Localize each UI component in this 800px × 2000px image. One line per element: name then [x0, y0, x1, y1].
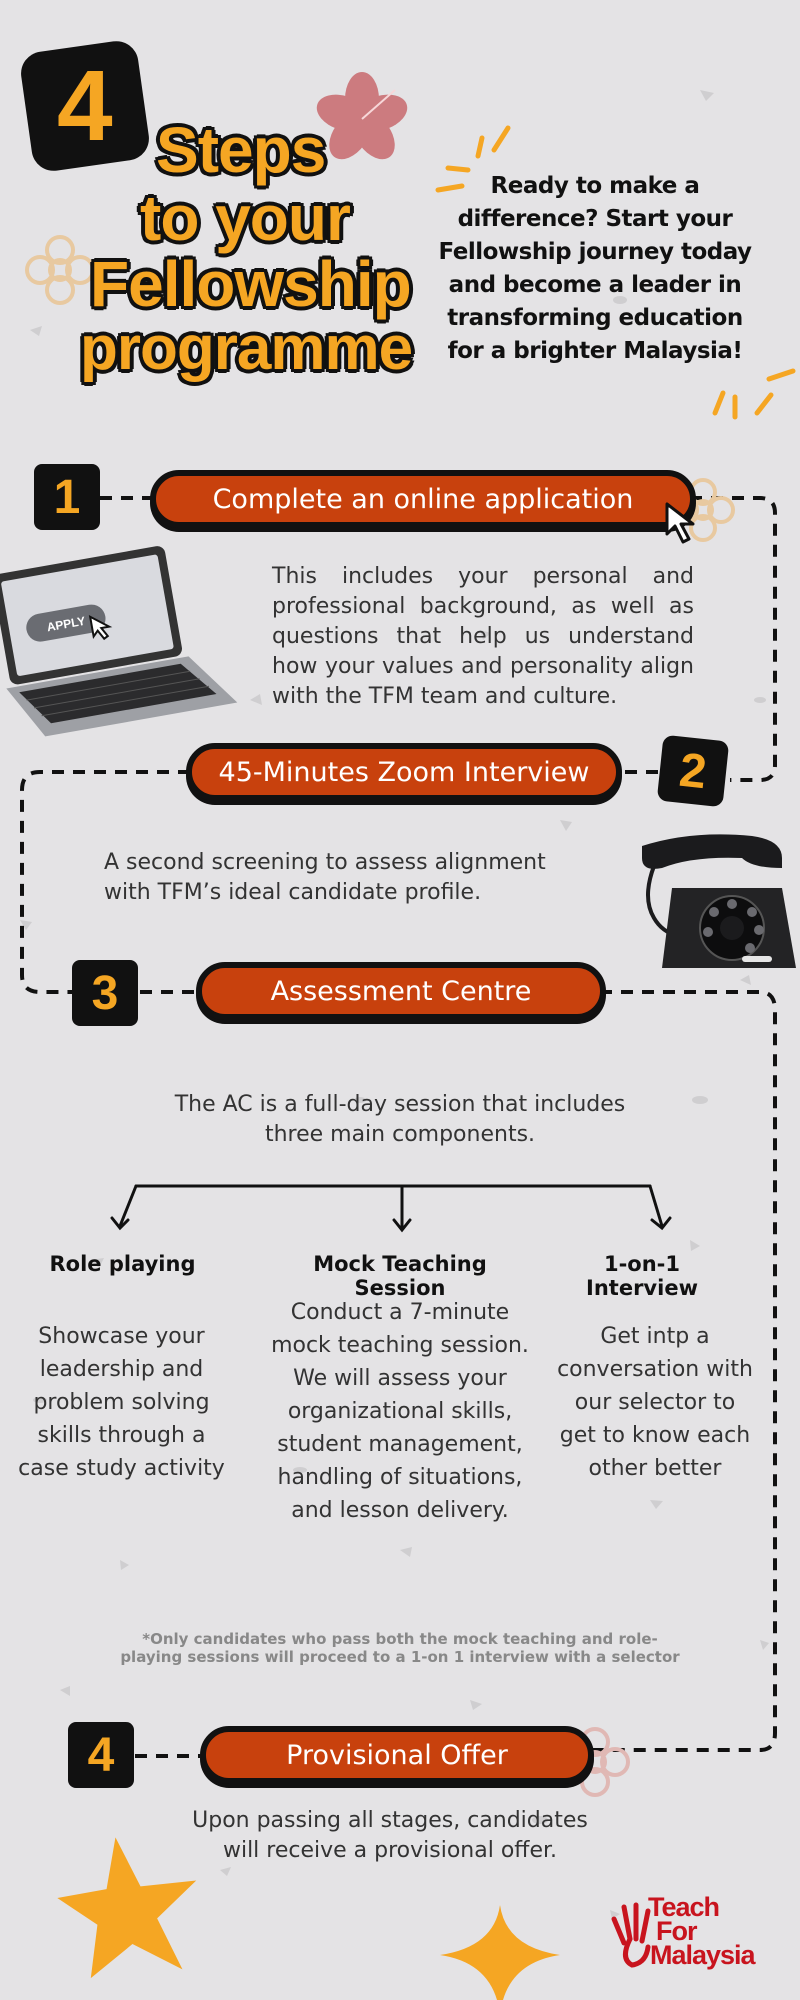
logo-line-3: Malaysia — [650, 1940, 755, 1970]
laptop-image — [0, 532, 245, 747]
step-1-description: This includes your personal and professional background, as well as questions that help us understand how your values and personality align with the TFM team and culture. — [272, 564, 694, 709]
title-line-1: Steps — [156, 114, 326, 186]
intro-line: Fellowship journey today — [438, 239, 752, 265]
intro-line: transforming education — [447, 305, 743, 331]
intro-line: for a brighter Malaysia! — [447, 338, 743, 364]
teach-for-malaysia-logo — [604, 1892, 784, 1975]
component-3-title: 1-on-1 Interview — [586, 1252, 698, 1300]
header-step-count: 4 — [57, 50, 113, 162]
sparkle-icon — [440, 1905, 560, 2000]
step-3-description: The AC is a full-day session that includes three main components. — [174, 1092, 626, 1147]
cursor-icon — [663, 502, 707, 546]
step-3-title: Assessment Centre — [196, 962, 606, 1020]
step-1-number: 1 — [34, 464, 100, 530]
star-icon — [55, 1830, 205, 1980]
step-4-description: Upon passing all stages, candidates will receive a provisional offer. — [192, 1808, 588, 1863]
step-3-number: 3 — [72, 960, 138, 1026]
intro-line: difference? Start your — [457, 206, 733, 232]
step-4-number: 4 — [68, 1722, 134, 1788]
component-1-text: Showcase your leadership and problem solving skills through a case study activity — [18, 1324, 225, 1481]
intro-line: Ready to make a — [490, 173, 700, 199]
component-3-text: Get intp a conversation with our selector to get to know each other better — [557, 1324, 753, 1481]
logo-line-1: Teach — [648, 1892, 720, 1922]
step-2-title: 45-Minutes Zoom Interview — [186, 743, 622, 801]
title-line-2: to your — [140, 182, 350, 254]
telephone-image — [632, 828, 800, 990]
step-2-description: A second screening to assess alignment with TFM’s ideal candidate profile. — [104, 850, 546, 905]
component-2-title: Mock Teaching Session — [313, 1252, 487, 1300]
step-4-title: Provisional Offer — [200, 1726, 594, 1784]
apply-button-label: APPLY — [45, 613, 87, 635]
intro-line: and become a leader in — [448, 272, 742, 298]
component-1-title: Role playing — [49, 1252, 196, 1276]
assessment-footnote: *Only candidates who pass both the mock teaching and role-playing sessions will proceed to a 1-on 1 interview with a selector — [120, 1630, 680, 1666]
logo-line-2: For — [656, 1916, 697, 1946]
step-2-number: 2 — [657, 735, 730, 808]
title-line-4: programme — [80, 314, 413, 383]
title-line-3: Fellowship — [90, 248, 411, 320]
step-1-title: Complete an online application — [150, 470, 696, 528]
component-2-text: Conduct a 7-minute mock teaching session. We will assess your organizational skills, student management, handling of situations, and lesson delivery. — [271, 1300, 529, 1523]
branch-arrows — [100, 1180, 680, 1240]
